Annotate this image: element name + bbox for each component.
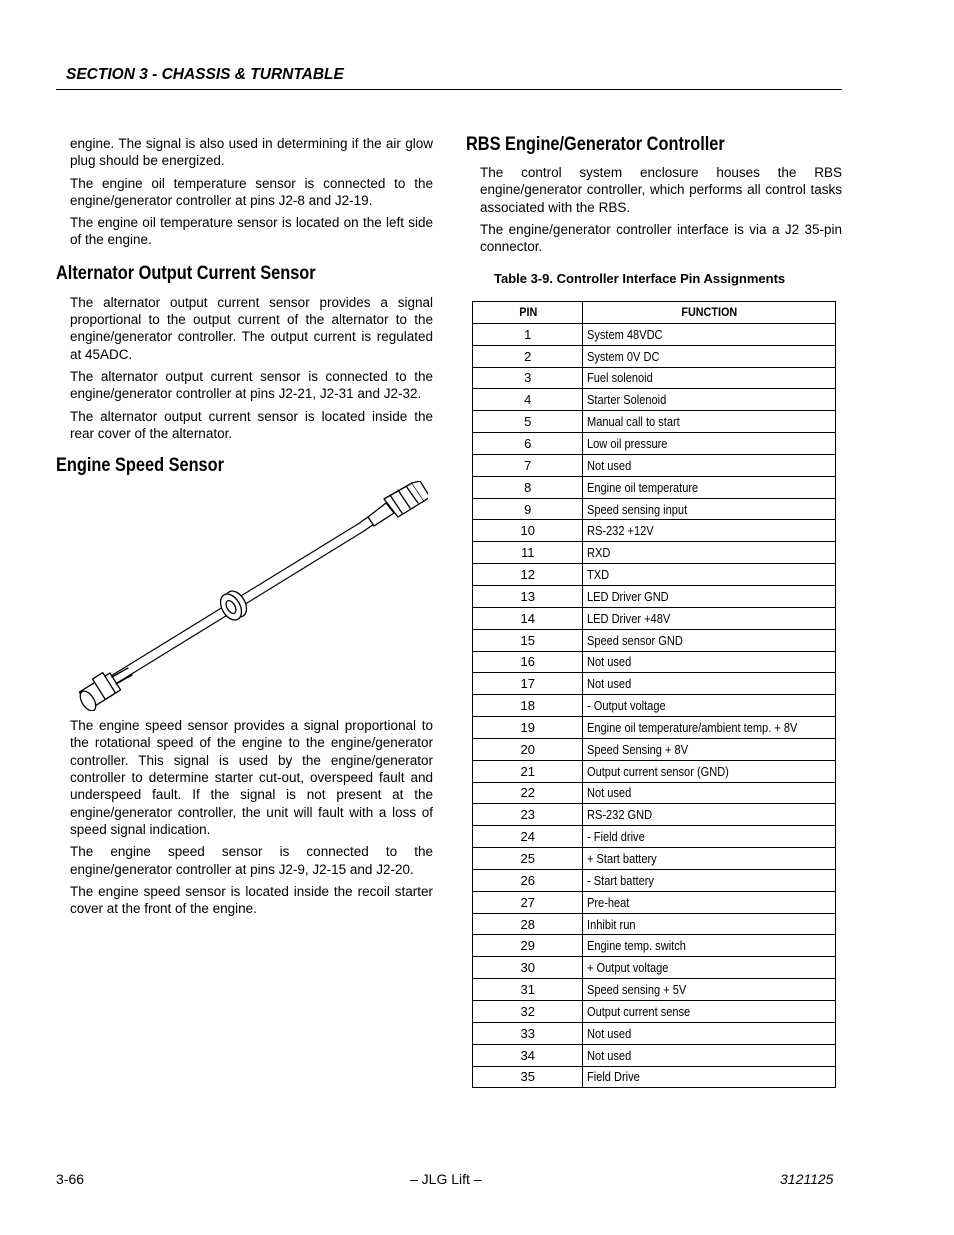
alternator-heading: Alternator Output Current Sensor [56, 262, 316, 284]
pin-number-cell: 20 [473, 738, 583, 760]
pin-function-cell [583, 629, 836, 651]
pin-function-text: Engine oil temperature [587, 479, 699, 495]
pin-function-cell [583, 1001, 836, 1023]
pin-function-cell [583, 738, 836, 760]
pin-function-text: RS-232 +12V [587, 523, 655, 539]
table-row [473, 826, 836, 848]
table-row [473, 1022, 836, 1044]
pin-function-text: Engine oil temperature/ambient temp. + 8V [587, 719, 798, 735]
table-row [473, 454, 836, 476]
intro-paragraph: engine. The signal is also used in determining if the air glow plug should be energized. [70, 136, 433, 169]
pin-number-cell: 15 [473, 629, 583, 651]
pin-function-cell [583, 826, 836, 848]
pin-number-cell: 24 [473, 826, 583, 848]
left-column [56, 135, 433, 922]
pin-function-cell [583, 1022, 836, 1044]
pin-number-cell: 17 [473, 673, 583, 695]
pin-function-text: TXD [587, 567, 610, 583]
table-row [473, 957, 836, 979]
table-row [473, 804, 836, 826]
table-row [473, 913, 836, 935]
pin-number-cell: 29 [473, 935, 583, 957]
pin-number-cell: 22 [473, 782, 583, 804]
table-row [473, 673, 836, 695]
intro-paragraph: The engine oil temperature sensor is connected to the engine/generator controller at pins J2-8 and J2-19. [70, 175, 433, 208]
pin-function-cell [583, 433, 836, 455]
pin-number-cell: 12 [473, 564, 583, 586]
speed-sensor-paragraph: The engine speed sensor is connected to the engine/generator controller at pins J2-9, J2-15 and J2-20. [70, 844, 433, 877]
pin-function-cell [583, 717, 836, 739]
pin-number-cell: 4 [473, 389, 583, 411]
header-rule [56, 89, 842, 90]
pin-function-text: Engine temp. switch [587, 938, 687, 954]
pin-number-cell: 18 [473, 695, 583, 717]
table-row [473, 607, 836, 629]
pin-function-text: Fuel solenoid [587, 370, 654, 386]
engine-speed-sensor-figure [68, 481, 428, 711]
table-row [473, 323, 836, 345]
table-row [473, 695, 836, 717]
alternator-paragraph: The alternator output current sensor is connected to the engine/generator controller at pins J2-21, J2-31 and J2-32. [70, 368, 433, 402]
pin-function-cell [583, 454, 836, 476]
pin-function-text: - Field drive [587, 829, 646, 845]
table-row [473, 629, 836, 651]
pin-number-cell: 31 [473, 979, 583, 1001]
table-row [473, 717, 836, 739]
pin-function-cell [583, 957, 836, 979]
table-row [473, 433, 836, 455]
section-header: SECTION 3 - CHASSIS & TURNTABLE [66, 66, 344, 83]
pin-assignment-table [472, 301, 836, 1088]
pin-function-text: + Start battery [587, 851, 658, 867]
pin-number-cell: 28 [473, 913, 583, 935]
pin-number-cell: 21 [473, 760, 583, 782]
pin-function-cell [583, 651, 836, 673]
pin-number-cell: 27 [473, 891, 583, 913]
pin-function-text: Inhibit run [587, 916, 637, 932]
table-header-row [473, 302, 836, 324]
pin-function-text: Low oil pressure [587, 435, 668, 451]
pin-function-text: Not used [587, 676, 632, 692]
pin-function-text: LED Driver +48V [587, 610, 671, 626]
pin-number-cell: 23 [473, 804, 583, 826]
pin-function-cell [583, 607, 836, 629]
pin-function-text: Starter Solenoid [587, 392, 667, 408]
table-row [473, 345, 836, 367]
pin-number-cell: 5 [473, 411, 583, 433]
pin-number-cell: 16 [473, 651, 583, 673]
pin-function-cell [583, 848, 836, 870]
pin-function-text: + Output voltage [587, 960, 669, 976]
pin-function-cell [583, 389, 836, 411]
pin-function-cell [583, 913, 836, 935]
pin-number-cell: 35 [473, 1066, 583, 1088]
pin-function-text: Not used [587, 1025, 632, 1041]
page-number: 3-66 [56, 1171, 85, 1187]
table-row [473, 738, 836, 760]
table-row [473, 891, 836, 913]
pin-function-text: - Start battery [587, 872, 655, 888]
pin-function-text: Output current sensor (GND) [587, 763, 730, 779]
pin-function-text: Not used [587, 785, 632, 801]
function-column-header: FUNCTION [596, 302, 823, 324]
speed-sensor-illustration [68, 481, 428, 711]
pin-number-cell: 14 [473, 607, 583, 629]
rbs-paragraph: The engine/generator controller interface is via a J2 35-pin connector. [480, 221, 842, 255]
pin-column-header: PIN [478, 302, 577, 324]
rbs-paragraph: The control system enclosure houses the RBS engine/generator controller, which performs all control tasks associated with the RBS. [480, 165, 842, 215]
pin-function-text: Pre-heat [587, 894, 630, 910]
pin-function-text: Output current sense [587, 1003, 691, 1019]
alternator-paragraph: The alternator output current sensor is located inside the rear cover of the alternator. [70, 408, 433, 441]
pin-function-cell [583, 323, 836, 345]
pin-number-cell: 6 [473, 433, 583, 455]
pin-function-cell [583, 869, 836, 891]
pin-function-cell [583, 542, 836, 564]
pin-number-cell: 19 [473, 717, 583, 739]
pin-function-text: RXD [587, 545, 611, 561]
table-row [473, 848, 836, 870]
pin-function-cell [583, 1066, 836, 1088]
pin-function-text: Speed sensing + 5V [587, 982, 687, 998]
table-row [473, 651, 836, 673]
table-row [473, 1044, 836, 1066]
table-row [473, 411, 836, 433]
pin-function-cell [583, 760, 836, 782]
table-row [473, 498, 836, 520]
pin-number-cell: 32 [473, 1001, 583, 1023]
table-row [473, 520, 836, 542]
pin-function-cell [583, 695, 836, 717]
table-row [473, 935, 836, 957]
pin-number-cell: 13 [473, 585, 583, 607]
alternator-paragraph: The alternator output current sensor provides a signal proportional to the output current of the alternator to the engine/generator controller. The output current is regulated at 45ADC. [70, 294, 433, 362]
pin-number-cell: 26 [473, 869, 583, 891]
right-column [466, 134, 842, 1085]
pin-function-cell [583, 476, 836, 498]
pin-number-cell: 11 [473, 542, 583, 564]
pin-function-cell [583, 585, 836, 607]
pin-number-cell: 8 [473, 476, 583, 498]
pin-function-cell [583, 935, 836, 957]
pin-function-cell [583, 782, 836, 804]
table-row [473, 869, 836, 891]
table-row [473, 760, 836, 782]
pin-function-cell [583, 498, 836, 520]
table-row [473, 542, 836, 564]
table-row [473, 782, 836, 804]
table-row [473, 564, 836, 586]
table-row [473, 367, 836, 389]
pin-function-text: Not used [587, 1047, 632, 1063]
footer-brand: – JLG Lift – [410, 1171, 482, 1187]
pin-function-text: System 48VDC [587, 326, 664, 342]
pin-function-cell [583, 804, 836, 826]
pin-number-cell: 34 [473, 1044, 583, 1066]
pin-function-cell [583, 411, 836, 433]
pin-number-cell: 25 [473, 848, 583, 870]
pin-function-text: Speed sensor GND [587, 632, 684, 648]
table-caption: Table 3-9. Controller Interface Pin Assignments [494, 271, 786, 287]
table-row [473, 585, 836, 607]
pin-function-text: Not used [587, 457, 632, 473]
pin-function-text: Not used [587, 654, 632, 670]
pin-function-cell [583, 979, 836, 1001]
pin-number-cell: 7 [473, 454, 583, 476]
pin-function-text: Manual call to start [587, 414, 681, 430]
pin-function-cell [583, 564, 836, 586]
table-row [473, 389, 836, 411]
table-row [473, 476, 836, 498]
intro-paragraph: The engine oil temperature sensor is located on the left side of the engine. [70, 215, 433, 248]
speed-sensor-paragraph: The engine speed sensor is located inside the recoil starter cover at the front of the engine. [70, 883, 433, 917]
pin-number-cell: 30 [473, 957, 583, 979]
speed-sensor-heading: Engine Speed Sensor [56, 455, 224, 477]
pin-function-cell [583, 891, 836, 913]
document-number: 3121125 [780, 1171, 834, 1187]
pin-function-text: Speed Sensing + 8V [587, 741, 689, 757]
pin-function-cell [583, 345, 836, 367]
pin-number-cell: 9 [473, 498, 583, 520]
pin-function-text: RS-232 GND [587, 807, 653, 823]
pin-function-text: Speed sensing input [587, 501, 688, 517]
pin-function-text: LED Driver GND [587, 588, 670, 604]
pin-function-cell [583, 520, 836, 542]
table-row [473, 1066, 836, 1088]
rbs-controller-heading: RBS Engine/Generator Controller [466, 134, 725, 155]
table-row [473, 1001, 836, 1023]
table-row [473, 979, 836, 1001]
pin-number-cell: 33 [473, 1022, 583, 1044]
pin-number-cell: 3 [473, 367, 583, 389]
pin-number-cell: 1 [473, 323, 583, 345]
pin-table-body [473, 323, 836, 1088]
pin-function-text: System 0V DC [587, 348, 660, 364]
pin-number-cell: 2 [473, 345, 583, 367]
pin-function-text: - Output voltage [587, 698, 667, 714]
pin-function-cell [583, 367, 836, 389]
pin-function-text: Field Drive [587, 1069, 641, 1085]
pin-function-cell [583, 1044, 836, 1066]
pin-function-cell [583, 673, 836, 695]
speed-sensor-paragraph: The engine speed sensor provides a signal proportional to the rotational speed of the engine to the engine/generator controller. This signal is used by the engine/generator controller to determine starter cut-out, overspeed fault and underspeed fault. If the signal is not present at the engine/generator controller, the unit will fault with a loss of speed signal indication. [70, 718, 433, 837]
pin-number-cell: 10 [473, 520, 583, 542]
